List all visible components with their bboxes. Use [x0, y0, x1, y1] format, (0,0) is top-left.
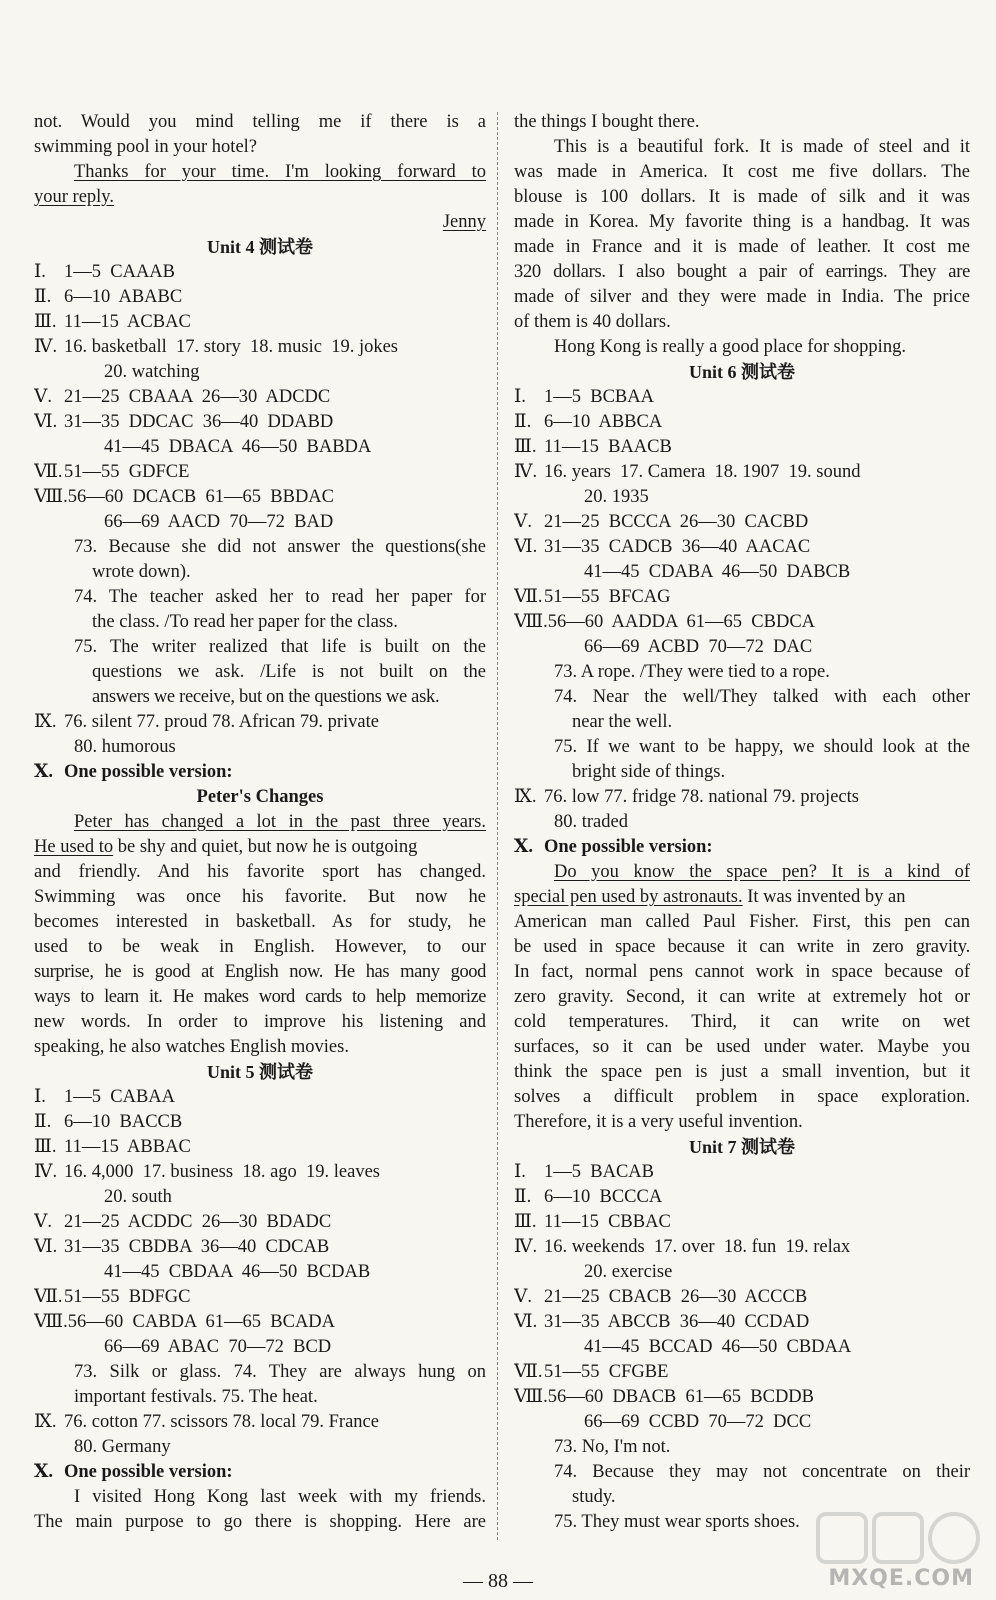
underlined-line: He used to	[34, 837, 114, 857]
text-line: 74. Near the well/They talked with each other	[554, 687, 970, 707]
text-line: It was invented by an	[742, 887, 906, 907]
answer-row	[514, 1235, 970, 1260]
text-line: and friendly. And his favorite sport has changed.	[34, 862, 486, 882]
text-line: important festivals. 75. The heat.	[74, 1387, 318, 1407]
text-line: bright side of things.	[572, 762, 726, 782]
answer-text: 41—45 CBDAA 46—50 BCDAB	[104, 1262, 371, 1282]
section-number: Ⅶ.	[34, 462, 63, 482]
answer-row	[514, 510, 970, 535]
text-line: In fact, normal pens cannot work in space because of	[514, 962, 970, 982]
answer-row	[34, 260, 486, 285]
unit-7-title: Unit 7 测试卷	[688, 1137, 795, 1157]
answer-row	[514, 1360, 970, 1385]
underlined-line: special pen used by astronauts.	[514, 887, 743, 907]
right-column	[514, 110, 970, 1535]
section-number: Ⅱ.	[34, 287, 52, 307]
section-number: Ⅵ.	[34, 412, 58, 432]
signature: Jenny	[442, 212, 486, 232]
section-number: Ⅳ.	[514, 462, 538, 482]
answer-row	[514, 1160, 970, 1185]
text-line: near the well.	[572, 712, 673, 732]
answer-text: 21—25 BCCCA 26—30 CACBD	[544, 512, 809, 532]
underlined-line: Peter has changed a lot in the past three years.	[74, 812, 486, 832]
answer-text: 56—60 CABDA 61—65 BCADA	[67, 1312, 336, 1332]
answer-row	[514, 1260, 970, 1285]
section-number: Ⅱ.	[514, 1187, 532, 1207]
answer-text: 1—5 BACAB	[544, 1162, 654, 1182]
answer-row	[34, 335, 486, 360]
answer-row	[514, 460, 970, 485]
answer-row	[514, 635, 970, 660]
answer-row	[514, 410, 970, 435]
answer-row	[34, 1310, 486, 1335]
unit-4-answers	[34, 260, 486, 535]
text-line: the class. /To read her paper for the class.	[92, 612, 398, 632]
answer-text: 16. weekends 17. over 18. fun 19. relax	[544, 1237, 851, 1257]
text-line: 75. If we want to be happy, we should look at the	[554, 737, 970, 757]
answer-text: 21—25 CBACB 26—30 ACCCB	[544, 1287, 808, 1307]
text-line: was made in America. It cost me five dollars. The	[514, 162, 970, 182]
text-line: speaking, he also watches English movies.	[34, 1037, 349, 1057]
page-number: — 88 —	[463, 1570, 533, 1592]
watermark-text: MXQE.COM	[828, 1566, 974, 1591]
answer-text: 31—35 ABCCB 36—40 CCDAD	[544, 1312, 810, 1332]
answer-73	[34, 535, 486, 585]
text-line: swimming pool in your hotel?	[34, 137, 258, 157]
answer-text: 66—69 CCBD 70—72 DCC	[584, 1412, 812, 1432]
answer-text: 56—60 DCACB 61—65 BBDAC	[67, 487, 335, 507]
section-number: Ⅴ.	[34, 1212, 52, 1232]
section-number: Ⅳ.	[514, 1237, 538, 1257]
answer-row	[34, 1260, 486, 1285]
answer-text: 20. south	[104, 1187, 172, 1207]
answer-75	[514, 735, 970, 785]
answer-row	[34, 435, 486, 460]
answer-text: 51—55 CFGBE	[544, 1362, 669, 1382]
answer-74	[514, 1460, 970, 1510]
text-line: 73. Silk or glass. 74. They are always hung on	[74, 1362, 486, 1382]
answer-text: 20. watching	[104, 362, 200, 382]
section-number: Ⅵ.	[34, 1237, 58, 1257]
answer-text: 56—60 AADDA 61—65 CBDCA	[547, 612, 816, 632]
answer-row	[514, 1285, 970, 1310]
text-line: 74. The teacher asked her to read her paper for	[74, 587, 486, 607]
answer-row	[514, 1210, 970, 1235]
answer-row	[34, 385, 486, 410]
text-line: 80. Germany	[74, 1437, 171, 1457]
answer-row	[514, 585, 970, 610]
section-number: Ⅹ.	[514, 837, 533, 857]
text-line: questions we ask. /Life is not built on the	[92, 662, 486, 682]
answer-text: 31—35 CBDBA 36—40 CDCAB	[64, 1237, 330, 1257]
answer-text: 41—45 DBACA 46—50 BABDA	[104, 437, 372, 457]
text-line: Hong Kong is really a good place for shopping.	[554, 337, 906, 357]
section-number: Ⅲ.	[514, 1212, 537, 1232]
section-number: Ⅷ.	[514, 612, 548, 632]
answer-text: 20. exercise	[584, 1262, 673, 1282]
text-line: used to be weak in English. However, to our	[34, 937, 486, 957]
answer-text: 11—15 ACBAC	[64, 312, 191, 332]
section-number: Ⅳ.	[34, 337, 58, 357]
answer-row	[514, 1335, 970, 1360]
answer-text: 6—10 BCCCA	[544, 1187, 663, 1207]
answer-row	[34, 1160, 486, 1185]
section-label: One possible version:	[544, 837, 713, 857]
text-line: zero gravity. Second, it can write at extremely hot or	[514, 987, 970, 1007]
text-line: not. Would you mind telling me if there is a	[34, 112, 486, 132]
section-number: Ⅶ.	[514, 1362, 543, 1382]
answer-row	[514, 435, 970, 460]
unit-6-title: Unit 6 测试卷	[688, 362, 795, 382]
text-line: be shy and quiet, but now he is outgoing	[113, 837, 418, 857]
text-line: The main purpose to go there is shopping. Here are	[34, 1512, 486, 1532]
answer-text: 1—5 BCBAA	[544, 387, 654, 407]
unit-7-answers	[514, 1160, 970, 1435]
text-line: 74. Because they may not concentrate on their	[554, 1462, 970, 1482]
answer-text: 16. years 17. Camera 18. 1907 19. sound	[544, 462, 861, 482]
answer-row	[34, 1210, 486, 1235]
section-number: Ⅹ.	[34, 762, 53, 782]
text-line: American man called Paul Fisher. First, this pen can	[514, 912, 970, 932]
answer-75: 75. They must wear sports shoes.	[554, 1512, 800, 1532]
column-divider	[497, 112, 498, 1540]
answer-text: 6—10 ABBCA	[544, 412, 663, 432]
section-number: Ⅲ.	[34, 312, 57, 332]
section-number: Ⅶ.	[514, 587, 543, 607]
section-number: Ⅱ.	[34, 1112, 52, 1132]
section-number: Ⅲ.	[34, 1137, 57, 1157]
answer-row	[34, 1335, 486, 1360]
answer-row	[514, 560, 970, 585]
essay-title: Peter's Changes	[196, 787, 324, 807]
answer-text: 41—45 BCCAD 46—50 CBDAA	[584, 1337, 852, 1357]
answer-row	[514, 535, 970, 560]
section-number: Ⅴ.	[514, 1287, 532, 1307]
text-line: 320 dollars. I also bought a pair of earrings. They are	[514, 262, 970, 282]
text-line: blouse is 100 dollars. It is made of silk and it was	[514, 187, 970, 207]
answer-73: 73. A rope. /They were tied to a rope.	[554, 662, 830, 682]
text-line: of them is 40 dollars.	[514, 312, 671, 332]
answer-row	[34, 510, 486, 535]
answer-text: 6—10 ABABC	[64, 287, 183, 307]
text-line: think the space pen is just a small invention, but it	[514, 1062, 970, 1082]
text-line: made of silver and they were made in India. The price	[514, 287, 970, 307]
answer-text: 6—10 BACCB	[64, 1112, 183, 1132]
section-number: Ⅸ.	[34, 1412, 57, 1432]
answer-text: 16. 4,000 17. business 18. ago 19. leaves	[64, 1162, 381, 1182]
answer-text: 66—69 AACD 70—72 BAD	[104, 512, 334, 532]
underlined-line: Do you know the space pen? It is a kind of	[554, 862, 970, 882]
text-line: 76. low 77. fridge 78. national 79. projects	[544, 787, 859, 807]
underlined-line: Thanks for your time. I'm looking forward to	[74, 162, 486, 182]
section-number: Ⅷ.	[34, 1312, 68, 1332]
answer-73: 73. No, I'm not.	[554, 1437, 671, 1457]
answer-text: 21—25 CBAAA 26—30 ADCDC	[64, 387, 331, 407]
unit-6-answers	[514, 385, 970, 660]
answer-75	[34, 635, 486, 710]
answer-text: 31—35 DDCAC 36—40 DDABD	[64, 412, 334, 432]
answer-row	[34, 485, 486, 510]
section-number: Ⅱ.	[514, 412, 532, 432]
answer-row	[34, 1285, 486, 1310]
text-line: wrote down).	[92, 562, 191, 582]
text-line: 80. humorous	[74, 737, 176, 757]
section-number: Ⅰ.	[514, 387, 526, 407]
text-line: the things I bought there.	[514, 112, 700, 132]
answer-row	[34, 360, 486, 385]
answer-row	[34, 1085, 486, 1110]
answer-row	[514, 1310, 970, 1335]
section-number: Ⅰ.	[34, 262, 46, 282]
answer-74	[514, 685, 970, 735]
text-line: 75. The writer realized that life is built on the	[74, 637, 486, 657]
answer-row	[514, 1385, 970, 1410]
unit-4-title: Unit 4 测试卷	[206, 237, 313, 257]
text-line: surfaces, so it can be used under water. Maybe you	[514, 1037, 970, 1057]
unit-5-title: Unit 5 测试卷	[206, 1062, 313, 1082]
text-line: Swimming was once his favorite. But now he	[34, 887, 486, 907]
text-line: new words. In order to improve his listening and	[34, 1012, 486, 1032]
answer-row	[34, 410, 486, 435]
answer-text: 66—69 ABAC 70—72 BCD	[104, 1337, 332, 1357]
text-line: made in France and it is made of leather. It cost me	[514, 237, 970, 257]
section-label: One possible version:	[64, 762, 233, 782]
section-number: Ⅳ.	[34, 1162, 58, 1182]
text-line: 76. cotton 77. scissors 78. local 79. France	[64, 1412, 379, 1432]
answer-text: 41—45 CDABA 46—50 DABCB	[584, 562, 851, 582]
answer-row	[514, 610, 970, 635]
text-line: solves a difficult problem in space exploration.	[514, 1087, 970, 1107]
text-line: be used in space because it can write in zero gravity.	[514, 937, 970, 957]
answer-text: 11—15 ABBAC	[64, 1137, 191, 1157]
text-line: answers we receive, but on the questions we ask.	[92, 687, 440, 707]
answer-row	[34, 460, 486, 485]
answer-row	[514, 1410, 970, 1435]
text-line: cold temperatures. Third, it can write on wet	[514, 1012, 970, 1032]
text-line: becomes interested in basketball. As for study, he	[34, 912, 486, 932]
answer-row	[514, 385, 970, 410]
section-number: Ⅸ.	[514, 787, 537, 807]
answer-text: 16. basketball 17. story 18. music 19. jokes	[64, 337, 398, 357]
answer-row	[34, 1235, 486, 1260]
answer-row	[514, 485, 970, 510]
text-line: This is a beautiful fork. It is made of steel and it	[554, 137, 970, 157]
section-number: Ⅰ.	[514, 1162, 526, 1182]
answer-row	[34, 1185, 486, 1210]
text-line: study.	[572, 1487, 616, 1507]
section-number: Ⅹ.	[34, 1462, 53, 1482]
answer-row	[34, 1110, 486, 1135]
answer-text: 11—15 CBBAC	[544, 1212, 671, 1232]
text-line: 80. traded	[554, 812, 628, 832]
answer-text: 51—55 BDFGC	[64, 1287, 191, 1307]
section-number: Ⅰ.	[34, 1087, 46, 1107]
section-number: Ⅷ.	[514, 1387, 548, 1407]
text-line: I visited Hong Kong last week with my friends.	[74, 1487, 486, 1507]
left-column	[34, 110, 486, 1535]
answer-text: 31—35 CADCB 36—40 AACAC	[544, 537, 811, 557]
answer-text: 56—60 DBACB 61—65 BCDDB	[547, 1387, 815, 1407]
answer-73-75	[34, 1360, 486, 1410]
section-number: Ⅵ.	[514, 537, 538, 557]
answer-text: 51—55 GDFCE	[64, 462, 190, 482]
section-number: Ⅵ.	[514, 1312, 538, 1332]
section-number: Ⅸ.	[34, 712, 57, 732]
text-line: surprise, he is good at English now. He has many good	[34, 962, 486, 982]
section-number: Ⅴ.	[514, 512, 532, 532]
unit-5-answers	[34, 1085, 486, 1360]
essay-peter	[34, 810, 486, 1060]
answer-row	[514, 1185, 970, 1210]
section-number: Ⅶ.	[34, 1287, 63, 1307]
answer-text: 66—69 ACBD 70—72 DAC	[584, 637, 813, 657]
section-number: Ⅴ.	[34, 387, 52, 407]
section-number: Ⅲ.	[514, 437, 537, 457]
answer-text: 1—5 CABAA	[64, 1087, 176, 1107]
text-line: 76. silent 77. proud 78. African 79. private	[64, 712, 379, 732]
text-line: ways to learn it. He makes word cards to help memorize	[34, 987, 486, 1007]
answer-text: 1—5 CAAAB	[64, 262, 176, 282]
text-line: made in Korea. My favorite thing is a handbag. It was	[514, 212, 970, 232]
answer-text: 20. 1935	[584, 487, 649, 507]
answer-row	[34, 1135, 486, 1160]
answer-row	[34, 285, 486, 310]
essay-space-pen	[514, 860, 970, 1135]
text-line: 73. Because she did not answer the questions(she	[74, 537, 486, 557]
section-number: Ⅷ.	[34, 487, 68, 507]
answer-text: 21—25 ACDDC 26—30 BDADC	[64, 1212, 332, 1232]
answer-row	[34, 310, 486, 335]
answer-text: 51—55 BFCAG	[544, 587, 671, 607]
text-line: Therefore, it is a very useful invention.	[514, 1112, 803, 1132]
section-label: One possible version:	[64, 1462, 233, 1482]
underlined-line: your reply.	[34, 187, 114, 207]
answer-text: 11—15 BAACB	[544, 437, 672, 457]
answer-74	[34, 585, 486, 635]
